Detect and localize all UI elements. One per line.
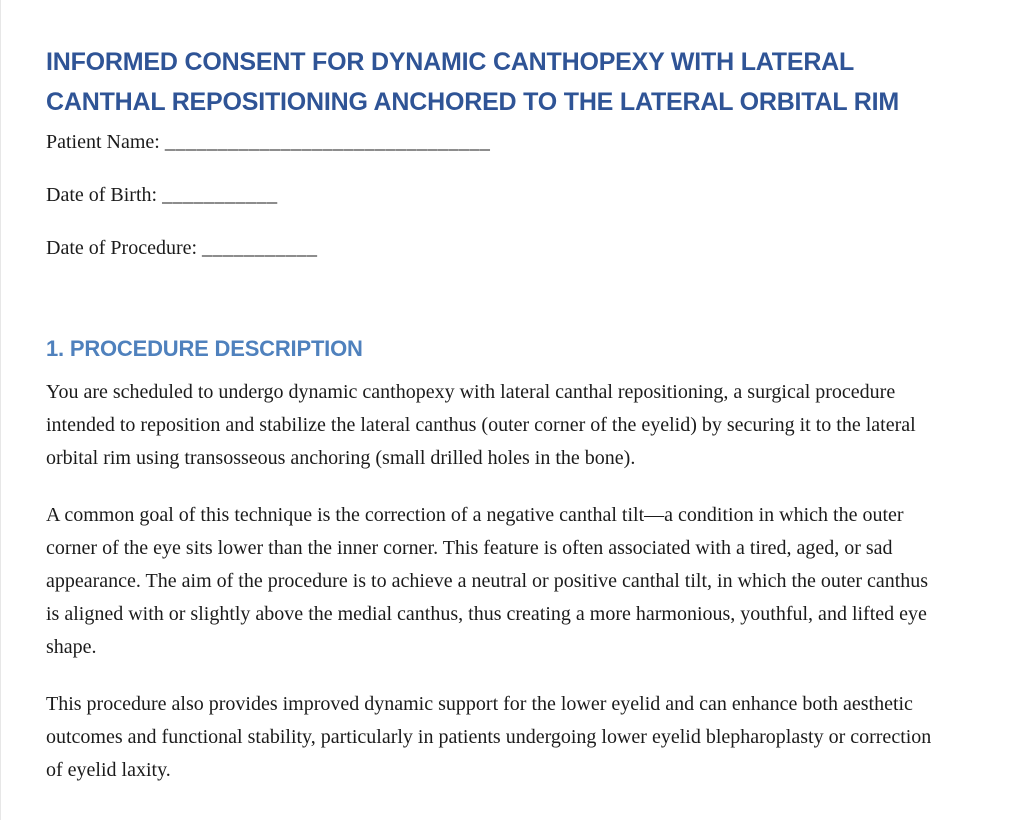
field-patient-name [46, 128, 946, 156]
patient-name-blank-line[interactable]: _______________________________ [164, 131, 491, 153]
field-date-of-birth [46, 181, 946, 209]
document-title-line-1: INFORMED CONSENT FOR DYNAMIC CANTHOPEXY WITH LATERAL [46, 48, 855, 76]
procedure-description-paragraph-3: This procedure also provides improved dynamic support for the lower eyelid and can enhance both aesthetic outcomes and functional stability, particularly in patients undergoing lower eyelid blepharoplasty or correction of eyelid laxity. [46, 693, 932, 781]
date-of-procedure-blank-line[interactable]: ___________ [202, 237, 318, 259]
consent-document-page [1, 0, 1030, 787]
patient-name-label: Patient Name: [46, 131, 160, 153]
procedure-description-paragraph-2: A common goal of this technique is the correction of a negative canthal tilt—a condition in which the outer corner of the eye sits lower than the inner corner. This feature is often associated with a tired, aged, or sad appearance. The aim of the procedure is to achieve a neutral or positive canthal tilt, in which the outer canthus is aligned with or slightly above the medial canthus, thus creating a more harmonious, youthful, and lifted eye shape. [46, 504, 929, 658]
date-of-birth-blank-line[interactable]: ___________ [162, 184, 278, 206]
document-title [46, 42, 946, 122]
date-of-procedure-label: Date of Procedure: [46, 237, 198, 259]
document-title-line-2: CANTHAL REPOSITIONING ANCHORED TO THE LATERAL ORBITAL RIM [46, 88, 899, 116]
field-date-of-procedure [46, 234, 946, 262]
date-of-birth-label: Date of Birth: [46, 184, 158, 206]
section-heading-procedure-description: 1. PROCEDURE DESCRIPTION [46, 336, 363, 361]
procedure-description-paragraph-1: You are scheduled to undergo dynamic canthopexy with lateral canthal repositioning, a surgical procedure intended to reposition and stabilize the lateral canthus (outer corner of the eyelid) by securing it to the lateral orbital rim using transosseous anchoring (small drilled holes in the bone). [46, 381, 916, 469]
